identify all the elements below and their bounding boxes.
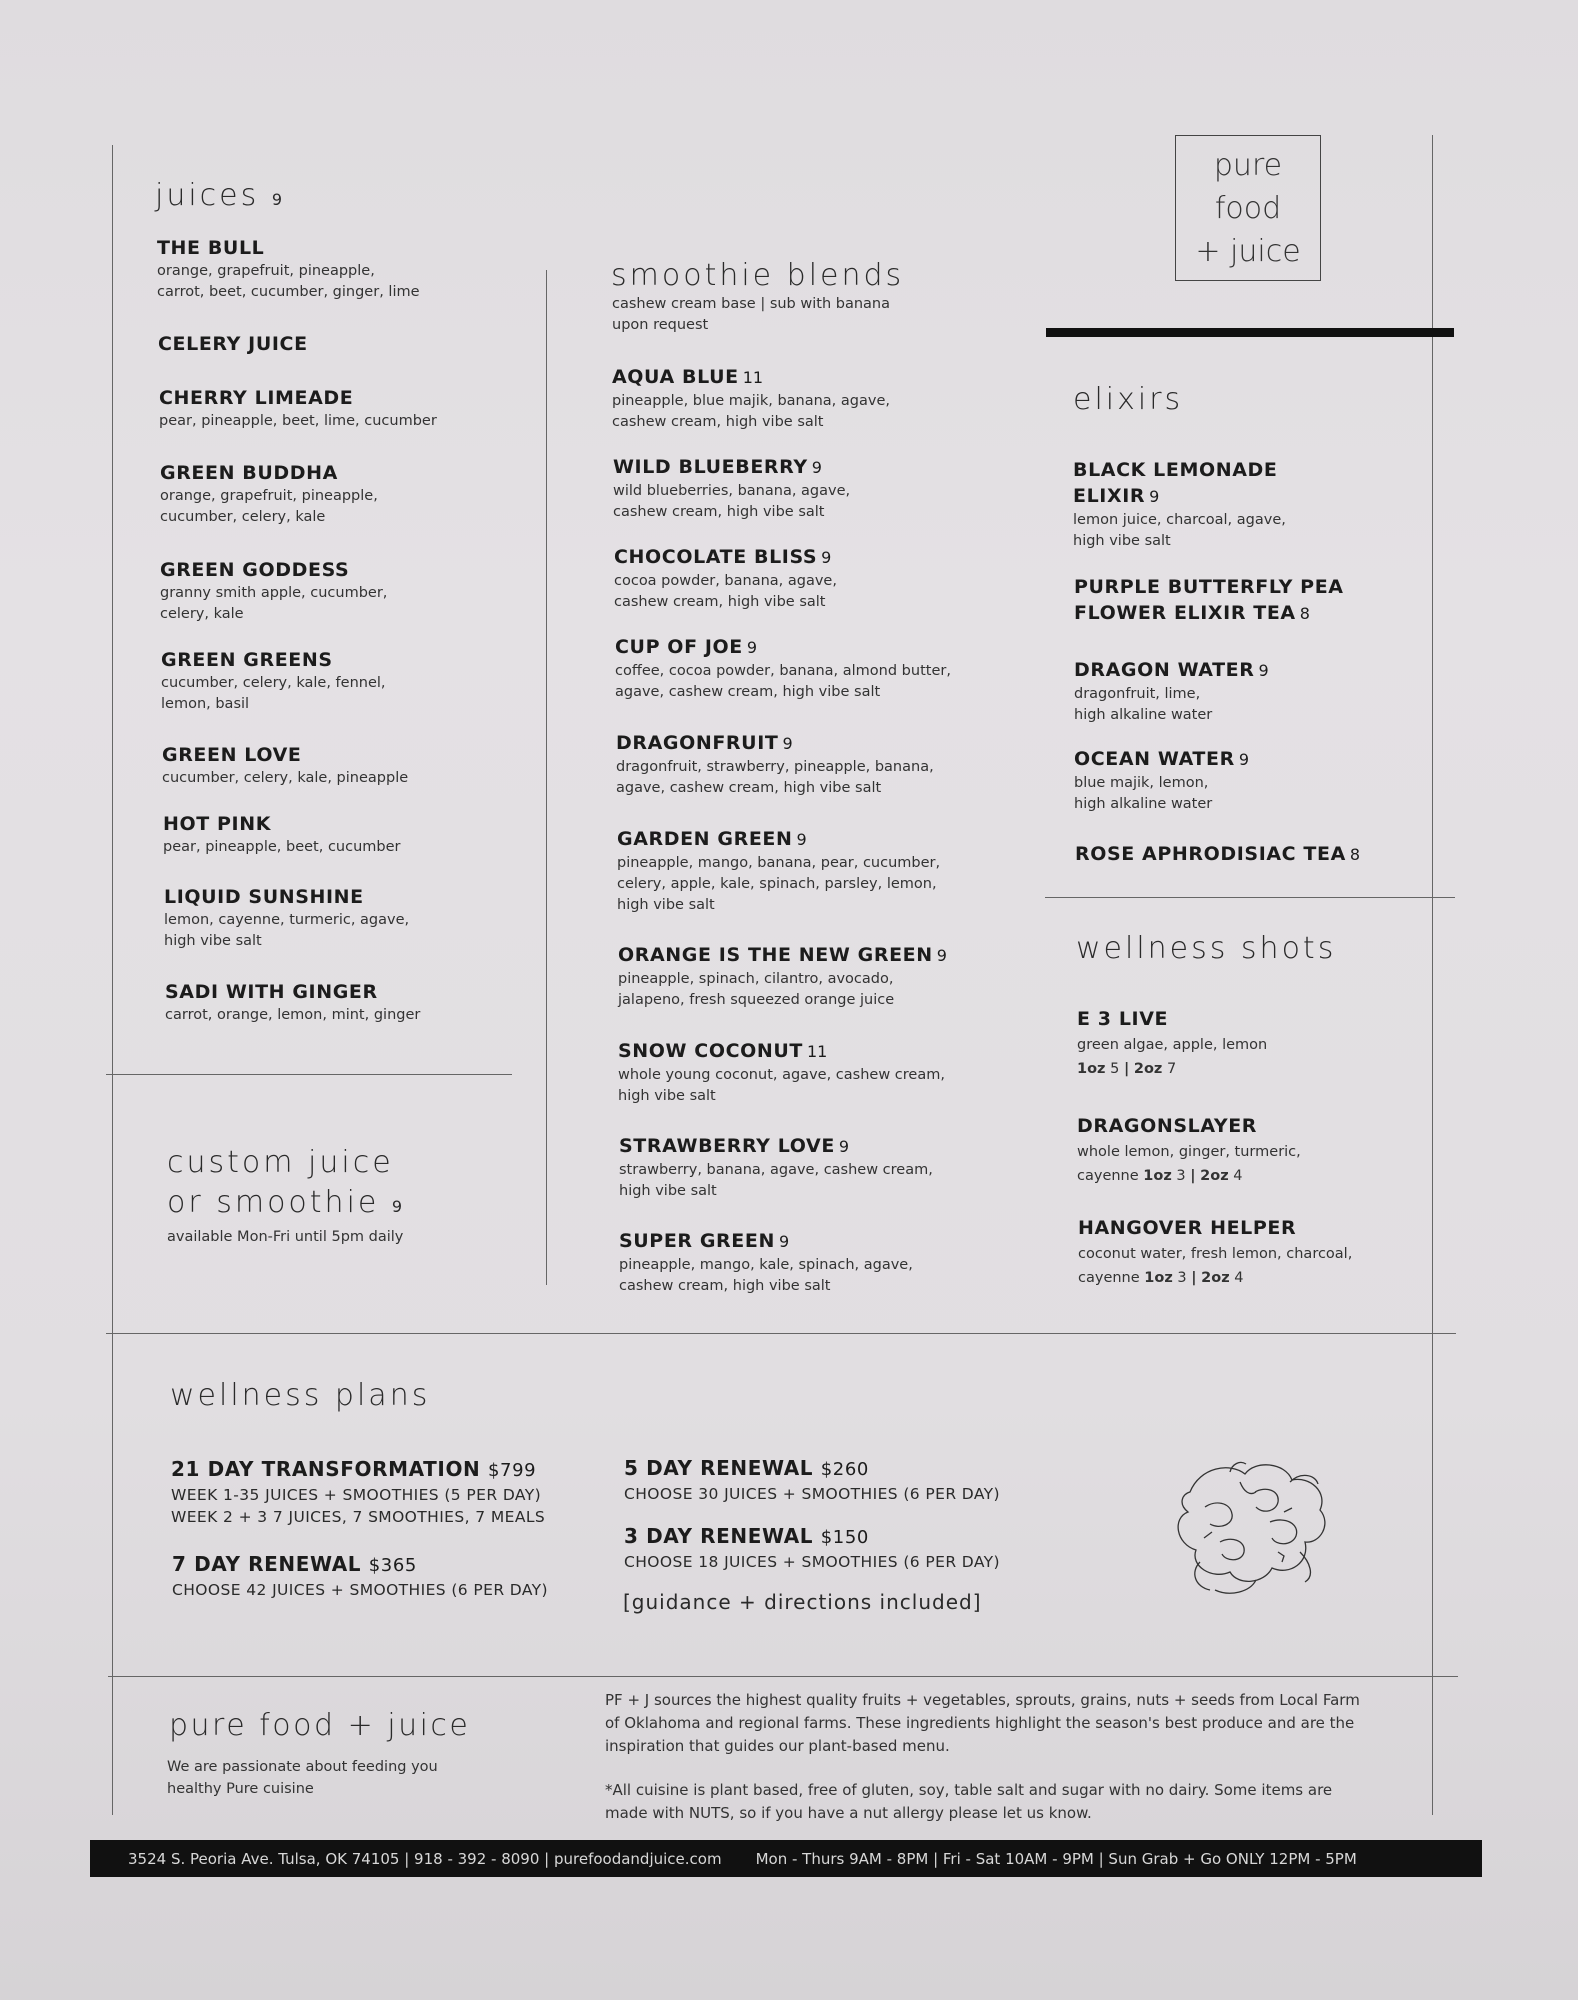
size-price: 5 [1110,1061,1120,1077]
item-name: GARDEN GREEN [617,828,793,850]
juices-price: 9 [271,190,282,209]
size-separator: | [1123,1061,1130,1077]
item-desc: jalapeno, fresh squeezed orange juice [618,992,895,1008]
menu-item [161,647,386,715]
footer-bar [90,1840,1482,1877]
plan-item [172,1551,548,1601]
elixir-divider-line [1045,897,1455,898]
about-tagline-line: We are passionate about feeding you [167,1759,438,1775]
column-divider-line [546,270,547,1285]
item-desc: celery, apple, kale, spinach, parsley, lemon, [617,876,937,892]
item-name: SUPER GREEN [619,1230,775,1252]
item-desc: lemon, basil [161,696,250,712]
menu-item [157,235,420,303]
item-name: OCEAN WATER [1074,748,1235,770]
menu-item [617,826,940,916]
plan-name: 7 DAY RENEWAL [172,1552,362,1576]
size-label: 1oz [1144,1270,1173,1286]
item-desc: pineapple, spinach, cilantro, avocado, [618,971,894,987]
item-name: DRAGONFRUIT [616,732,779,754]
menu-item [619,1228,913,1297]
menu-item [160,460,378,528]
item-name: CUP OF JOE [615,636,743,658]
smoothies-sub-line: cashew cream base | sub with banana [612,296,890,312]
upper-section-line [106,1333,1456,1334]
about-paragraph-line: PF + J sources the highest quality fruits + vegetables, sprouts, grains, nuts + seeds from Local Farm [605,1691,1360,1709]
plan-price: $260 [820,1459,869,1480]
item-desc: celery, kale [160,606,244,622]
item-desc: pineapple, mango, kale, spinach, agave, [619,1257,913,1273]
item-name: ELIXIR [1073,485,1146,507]
size-price: 4 [1233,1168,1243,1184]
custom-title-text: or smoothie [167,1185,380,1220]
item-desc: cucumber, celery, kale [160,509,326,525]
item-desc: pineapple, blue majik, banana, agave, [612,393,890,409]
item-desc: blue majik, lemon, [1074,775,1209,791]
item-desc: agave, cashew cream, high vibe salt [616,780,882,796]
logo-line-1: pure [1213,147,1283,183]
item-desc: orange, grapefruit, pineapple, [157,263,375,279]
size-label: 2oz [1201,1270,1230,1286]
plan-item [171,1456,545,1528]
plan-name: 3 DAY RENEWAL [624,1524,814,1548]
item-desc: dragonfruit, lime, [1074,686,1201,702]
item-name: SNOW COCONUT [618,1040,803,1062]
size-label: 2oz [1200,1168,1229,1184]
juices-title [155,178,282,213]
plan-desc: CHOOSE 18 JUICES + SMOOTHIES (6 PER DAY) [624,1553,1000,1571]
shots-title [1076,931,1336,966]
about-title [169,1708,470,1743]
menu-item [163,811,400,858]
item-name: AQUA BLUE [612,366,739,388]
item-name: GREEN BUDDHA [160,462,338,484]
right-border-line [1432,135,1433,1815]
item-price: 9 [821,548,832,567]
plans-note: [guidance + directions included] [623,1590,982,1614]
item-desc: pineapple, mango, banana, pear, cucumber, [617,855,941,871]
item-name: THE BULL [157,237,265,259]
item-desc: whole young coconut, agave, cashew cream, [618,1067,945,1083]
custom-note: available Mon-Fri until 5pm daily [167,1229,404,1245]
menu-item [1074,657,1269,726]
item-name: DRAGON WATER [1074,659,1255,681]
menu-item [164,884,409,952]
item-desc: cucumber, celery, kale, fennel, [161,675,386,691]
smoothies-sub-line: upon request [612,317,709,333]
menu-item [612,364,890,433]
smoothies-subtitle [612,294,890,336]
plan-desc: WEEK 1-35 JUICES + SMOOTHIES (5 PER DAY) [171,1486,542,1504]
footer-hours: Mon - Thurs 9AM - 8PM | Fri - Sat 10AM - 9PM | Sun Grab + Go ONLY 12PM - 5PM [755,1849,1357,1868]
menu-item [619,1133,933,1202]
plan-item [624,1523,1000,1573]
item-desc: orange, grapefruit, pineapple, [160,488,378,504]
menu-item [1074,746,1249,815]
item-name: GREEN GODDESS [160,559,350,581]
item-name: E 3 LIVE [1077,1008,1169,1030]
item-price: 8 [1349,845,1361,864]
item-price: 9 [1149,487,1160,506]
item-desc: wild blueberries, banana, agave, [613,483,851,499]
menu-item [618,942,947,1011]
menu-item [616,730,934,799]
size-label: 1oz [1077,1061,1106,1077]
menu-item [1078,1215,1352,1289]
item-name: FLOWER ELIXIR TEA [1074,602,1296,624]
item-desc: whole lemon, ginger, turmeric, [1077,1144,1301,1160]
item-desc: lemon juice, charcoal, agave, [1073,512,1286,528]
item-desc: high vibe salt [1073,533,1171,549]
menu-item [1077,1006,1267,1080]
about-paragraph-line: inspiration that guides our plant-based menu. [605,1737,950,1755]
about-tagline [167,1756,438,1800]
item-name: STRAWBERRY LOVE [619,1135,835,1157]
plan-desc: WEEK 2 + 3 7 JUICES, 7 SMOOTHIES, 7 MEALS [171,1508,546,1526]
menu-item [165,979,420,1026]
item-price: 8 [1299,604,1310,623]
size-price: 3 [1177,1270,1187,1286]
item-desc: high vibe salt [618,1088,716,1104]
size-price: 4 [1234,1270,1244,1286]
plan-price: $365 [368,1555,417,1576]
plan-name: 21 DAY TRANSFORMATION [171,1457,481,1481]
item-sizes [1078,1268,1352,1289]
elixirs-title [1073,382,1183,417]
about-paragraph-line: of Oklahoma and regional farms. These ingredients highlight the season's best produce and are the [605,1714,1355,1732]
item-desc: coconut water, fresh lemon, charcoal, [1078,1246,1353,1262]
item-price: 9 [811,458,822,477]
item-desc: lemon, cayenne, turmeric, agave, [164,912,410,928]
menu-item [613,454,850,523]
item-desc: high alkaline water [1074,796,1213,812]
item-price: 11 [807,1042,828,1061]
menu-item [618,1038,945,1107]
about-allergy [605,1779,1332,1825]
plan-name: 5 DAY RENEWAL [624,1456,814,1480]
item-desc: coffee, cocoa powder, banana, almond butter, [615,663,951,679]
menu-item [159,385,437,432]
item-name: SADI WITH GINGER [165,981,378,1003]
plan-desc: CHOOSE 30 JUICES + SMOOTHIES (6 PER DAY) [624,1485,1000,1503]
item-name: BLACK LEMONADE [1073,459,1278,481]
item-desc: pear, pineapple, beet, cucumber [163,839,401,855]
item-desc: pear, pineapple, beet, lime, cucumber [159,413,437,429]
brand-logo [1175,135,1321,281]
size-label: 1oz [1143,1168,1172,1184]
logo-line-3: + juice [1195,233,1301,269]
menu-item [615,634,951,703]
item-sizes [1077,1059,1267,1080]
item-price: 11 [742,368,764,387]
plan-price: $799 [487,1460,537,1481]
produce-illustration [1160,1452,1340,1602]
menu-item [1075,841,1360,868]
item-desc: granny smith apple, cucumber, [160,585,388,601]
item-sizes [1077,1166,1301,1187]
item-name: ROSE APHRODISIAC TEA [1075,843,1346,865]
item-name: GREEN LOVE [162,744,302,766]
item-name: CHERRY LIMEADE [159,387,354,409]
item-desc: cashew cream, high vibe salt [614,594,826,610]
menu-item [160,557,387,625]
item-desc: cayenne [1078,1270,1140,1286]
item-price: 9 [936,946,947,965]
menu-item [1074,574,1344,627]
item-price: 9 [838,1137,850,1156]
header-bar [1046,328,1454,337]
elixirs-title-text: elixirs [1073,382,1184,417]
smoothies-title [611,258,904,293]
shots-title-text: wellness shots [1076,931,1337,966]
about-sourcing [605,1689,1360,1758]
item-desc: carrot, orange, lemon, mint, ginger [165,1007,421,1023]
item-name: DRAGONSLAYER [1077,1115,1257,1137]
item-desc: high vibe salt [164,933,262,949]
menu-item [614,544,837,613]
size-label: 2oz [1133,1061,1163,1077]
about-paragraph-line: *All cuisine is plant based, free of gluten, soy, table salt and sugar with no dairy. Some items are [605,1781,1333,1799]
size-separator: | [1190,1168,1196,1184]
item-name: GREEN GREENS [161,649,333,671]
item-desc: cashew cream, high vibe salt [619,1278,831,1294]
item-desc: high vibe salt [619,1183,717,1199]
custom-title-line-1: custom juice [167,1145,394,1180]
item-name: WILD BLUEBERRY [613,456,808,478]
item-desc: strawberry, banana, agave, cashew cream, [619,1162,933,1178]
plans-title [170,1378,430,1413]
size-price: 7 [1166,1061,1177,1077]
item-name: HANGOVER HELPER [1078,1217,1297,1239]
item-price: 9 [796,830,807,849]
item-name: CELERY JUICE [158,333,308,355]
item-desc: cucumber, celery, kale, pineapple [162,770,409,786]
about-tagline-line: healthy Pure cuisine [167,1781,314,1797]
item-name: HOT PINK [163,813,272,835]
plan-desc: CHOOSE 42 JUICES + SMOOTHIES (6 PER DAY) [172,1581,548,1599]
about-title-text: pure food + juice [169,1708,471,1743]
size-separator: | [1191,1270,1197,1286]
custom-section [167,1143,403,1248]
smoothies-title-text: smoothie blends [611,258,905,293]
item-price: 9 [1258,661,1269,680]
item-price: 9 [782,734,793,753]
item-desc: dragonfruit, strawberry, pineapple, banana, [616,759,934,775]
custom-price: 9 [391,1197,403,1216]
footer-address: 3524 S. Peoria Ave. Tulsa, OK 74105 | 918 - 392 - 8090 | purefoodandjuice.com [128,1849,722,1868]
logo-line-2: food [1214,190,1282,226]
item-desc: cocoa powder, banana, agave, [614,573,837,589]
plan-item [624,1455,1000,1505]
item-name: LIQUID SUNSHINE [164,886,364,908]
custom-title-line-2 [167,1183,403,1227]
size-price: 3 [1176,1168,1186,1184]
plan-price: $150 [820,1527,869,1548]
menu-item [162,742,408,789]
item-name: CHOCOLATE BLISS [614,546,818,568]
juice-divider-line [106,1074,512,1075]
item-price: 9 [746,638,758,657]
item-name: ORANGE IS THE NEW GREEN [618,944,933,966]
lower-section-line [108,1676,1458,1677]
item-desc: cashew cream, high vibe salt [612,414,824,430]
menu-item [158,331,308,357]
left-border-line [112,145,113,1815]
item-desc: high alkaline water [1074,707,1213,723]
plans-title-text: wellness plans [170,1378,431,1413]
juices-title-text: juices [155,178,260,213]
menu-item [1073,457,1286,552]
item-price: 9 [1238,750,1249,769]
about-paragraph-line: made with NUTS, so if you have a nut allergy please let us know. [605,1804,1092,1822]
item-desc: green algae, apple, lemon [1077,1037,1268,1053]
item-desc: agave, cashew cream, high vibe salt [615,684,881,700]
item-desc: carrot, beet, cucumber, ginger, lime [157,284,420,300]
item-desc: cayenne [1077,1168,1139,1184]
item-price: 9 [778,1232,790,1251]
item-desc: cashew cream, high vibe salt [613,504,825,520]
item-desc: high vibe salt [617,897,715,913]
item-name: PURPLE BUTTERFLY PEA [1074,576,1344,598]
menu-item [1077,1113,1301,1187]
